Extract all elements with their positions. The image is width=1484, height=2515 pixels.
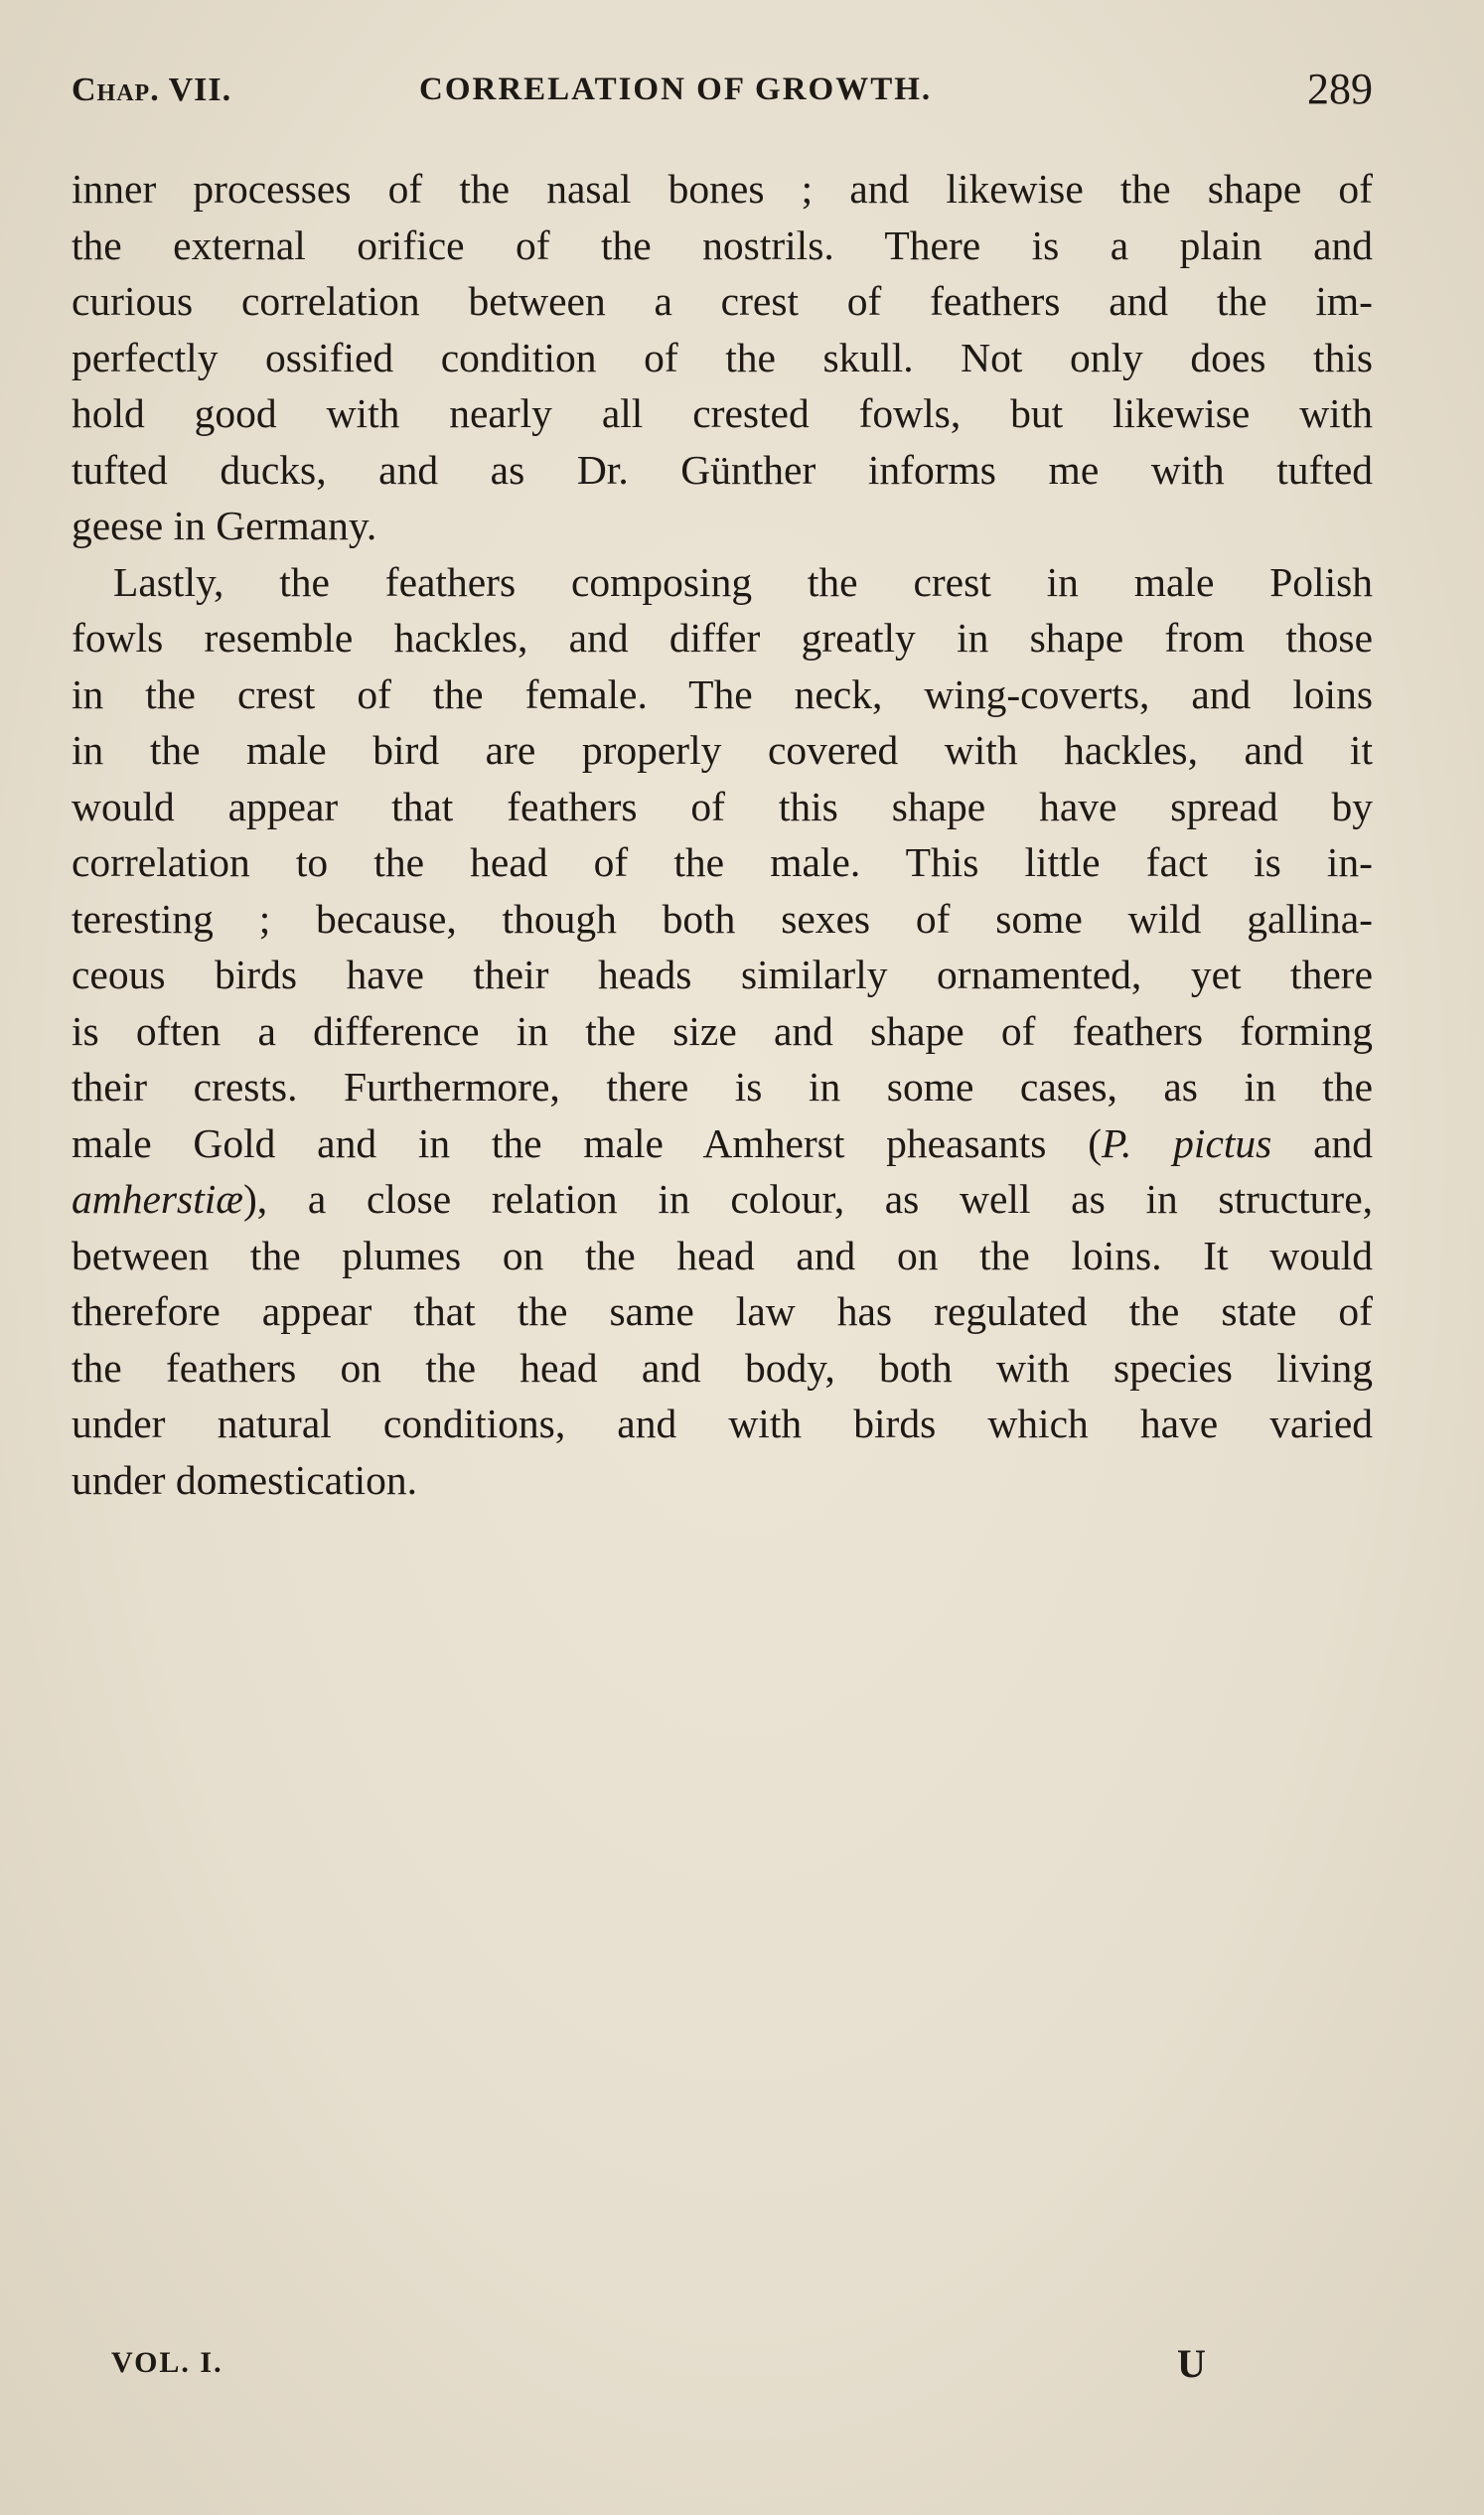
text-run: male Gold and in the male Amherst pheasants (	[72, 1119, 1103, 1166]
text-run: ), a close relation in colour, as well as in structure,	[242, 1176, 1373, 1222]
text-line: in the crest of the female. The neck, wing-coverts, and loins	[72, 670, 1373, 717]
text-line-with-italic	[72, 1171, 1373, 1228]
text-line: under natural conditions, and with birds which have varied	[72, 1401, 1373, 1446]
text-line: the external orifice of the nostrils. There is a plain and	[72, 222, 1373, 268]
text-line: curious correlation between a crest of feathers and the im-	[72, 278, 1373, 324]
gathering-signature: U	[1177, 2341, 1206, 2386]
text-line: under domestication.	[72, 1456, 418, 1503]
text-line: between the plumes on the head and on the loins. It would	[72, 1232, 1373, 1278]
italic-species-name: P. pictus	[1102, 1119, 1272, 1166]
body-text	[72, 161, 1373, 1508]
text-line: fowls resemble hackles, and differ greatly in shape from those	[72, 615, 1373, 661]
text-line: is often a difference in the size and shape of feathers forming	[72, 1007, 1373, 1054]
text-line: perfectly ossified condition of the skull. Not only does this	[72, 334, 1373, 380]
text-line: therefore appear that the same law has regulated the state of	[72, 1288, 1373, 1334]
text-line: geese in Germany.	[72, 503, 377, 548]
paragraph-2	[72, 554, 1373, 1509]
text-line: teresting ; because, though both sexes of some wild gallina-	[72, 895, 1373, 942]
text-line: Lastly, the feathers composing the crest in male Polish	[113, 558, 1373, 605]
page-footer	[111, 2341, 1206, 2406]
chapter-label: Chap. VII.	[72, 72, 232, 108]
text-line: the feathers on the head and body, both with species living	[72, 1344, 1373, 1391]
text-line-with-italic	[72, 1115, 1373, 1172]
text-line: inner processes of the nasal bones ; and likewise the shape of	[72, 166, 1373, 212]
text-line: would appear that feathers of this shape have spread by	[72, 783, 1373, 829]
text-run: and	[1271, 1119, 1373, 1166]
text-line: correlation to the head of the male. This little fact is in-	[72, 839, 1373, 885]
volume-signature: VOL. I.	[111, 2346, 223, 2379]
italic-species-name: amherstiæ	[72, 1176, 243, 1222]
text-line: ceous birds have their heads similarly ornamented, yet there	[72, 952, 1373, 997]
text-line: hold good with nearly all crested fowls, but likewise with	[72, 390, 1373, 436]
text-line: their crests. Furthermore, there is in some cases, as in the	[72, 1064, 1373, 1110]
paragraph-1	[72, 161, 1373, 554]
running-header	[72, 62, 1373, 121]
running-title: CORRELATION OF GROWTH.	[419, 72, 933, 107]
page-number: 289	[1307, 65, 1373, 113]
text-line: in the male bird are properly covered with hackles, and it	[72, 727, 1373, 773]
text-line: tufted ducks, and as Dr. Günther informs me with tufted	[72, 446, 1373, 493]
